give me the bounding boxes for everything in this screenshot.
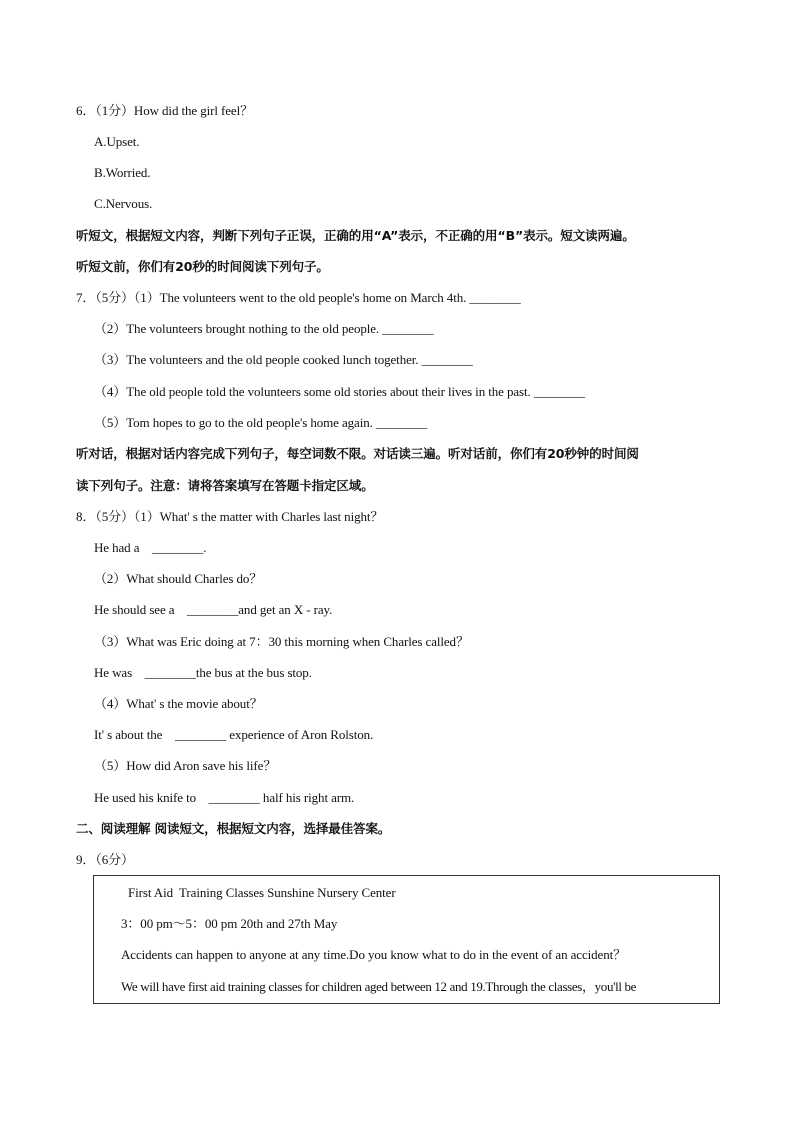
q8-line-10: He used his knife to ________ half his right arm.: [94, 790, 355, 805]
q8-line-8: It' s about the ________ experience of Aron Rolston.: [94, 727, 374, 742]
q7-item-5: （5）Tom hopes to go to the old people's home again. ________: [94, 415, 428, 430]
q8-line-1: 8．（5分）（1）What' s the matter with Charles last night？: [76, 509, 384, 524]
q9-box-line-3: Accidents can happen to anyone at any time.Do you know what to do in the event of an accident？: [121, 947, 627, 962]
q7-item-3: （3）The volunteers and the old people cooked lunch together. ________: [94, 352, 473, 367]
q6-option-b: B.Worried.: [94, 165, 151, 180]
q7-item-1: 7．（5分）（1）The volunteers went to the old people's home on March 4th. ________: [76, 290, 521, 305]
q7-item-2: （2）The volunteers brought nothing to the old people. ________: [94, 321, 434, 336]
q6-option-c: C.Nervous.: [94, 196, 153, 211]
q7-item-4: （4）The old people told the volunteers some old stories about their lives in the past. ________: [94, 384, 586, 399]
q8-line-3: （2）What should Charles do？: [94, 571, 263, 586]
q6-option-a: A.Upset.: [94, 134, 140, 149]
q6-stem: 6．（1分）How did the girl feel？: [76, 103, 254, 118]
q8-line-4: He should see a ________and get an X - ray.: [94, 602, 333, 617]
q8-line-2: He had a ________.: [94, 540, 207, 555]
q8-line-9: （5）How did Aron save his life？: [94, 758, 277, 773]
q8-line-7: （4）What' s the movie about？: [94, 696, 263, 711]
q8-line-5: （3）What was Eric doing at 7：30 this morning when Charles called？: [94, 634, 469, 649]
instruction-passage-line2: 听短文前，你们有20秒的时间阅读下列句子。: [76, 259, 329, 274]
q9-box-line-1: First Aid Training Classes Sunshine Nursery Center: [128, 885, 396, 900]
q9-stem: 9．（6分）: [76, 852, 134, 867]
q9-box-line-4: We will have first aid training classes for children aged between 12 and 19.Through the classes，you'll be: [121, 979, 637, 994]
instruction-passage-line1: 听短文，根据短文内容，判断下列句子正误，正确的用“A”表示，不正确的用“B”表示。短文读两遍。: [76, 228, 635, 243]
instruction-dialogue-line1: 听对话，根据对话内容完成下列句子，每空词数不限。对话读三遍。听对话前，你们有20秒钟的时间阅: [76, 446, 639, 461]
q9-box-line-2: 3：00 pm～5：00 pm 20th and 27th May: [121, 916, 338, 931]
instruction-dialogue-line2: 读下列句子。注意：请将答案填写在答题卡指定区域。: [76, 478, 374, 493]
q8-line-6: He was ________the bus at the bus stop.: [94, 665, 312, 680]
section2-heading: 二、阅读理解 阅读短文，根据短文内容，选择最佳答案。: [76, 821, 391, 836]
